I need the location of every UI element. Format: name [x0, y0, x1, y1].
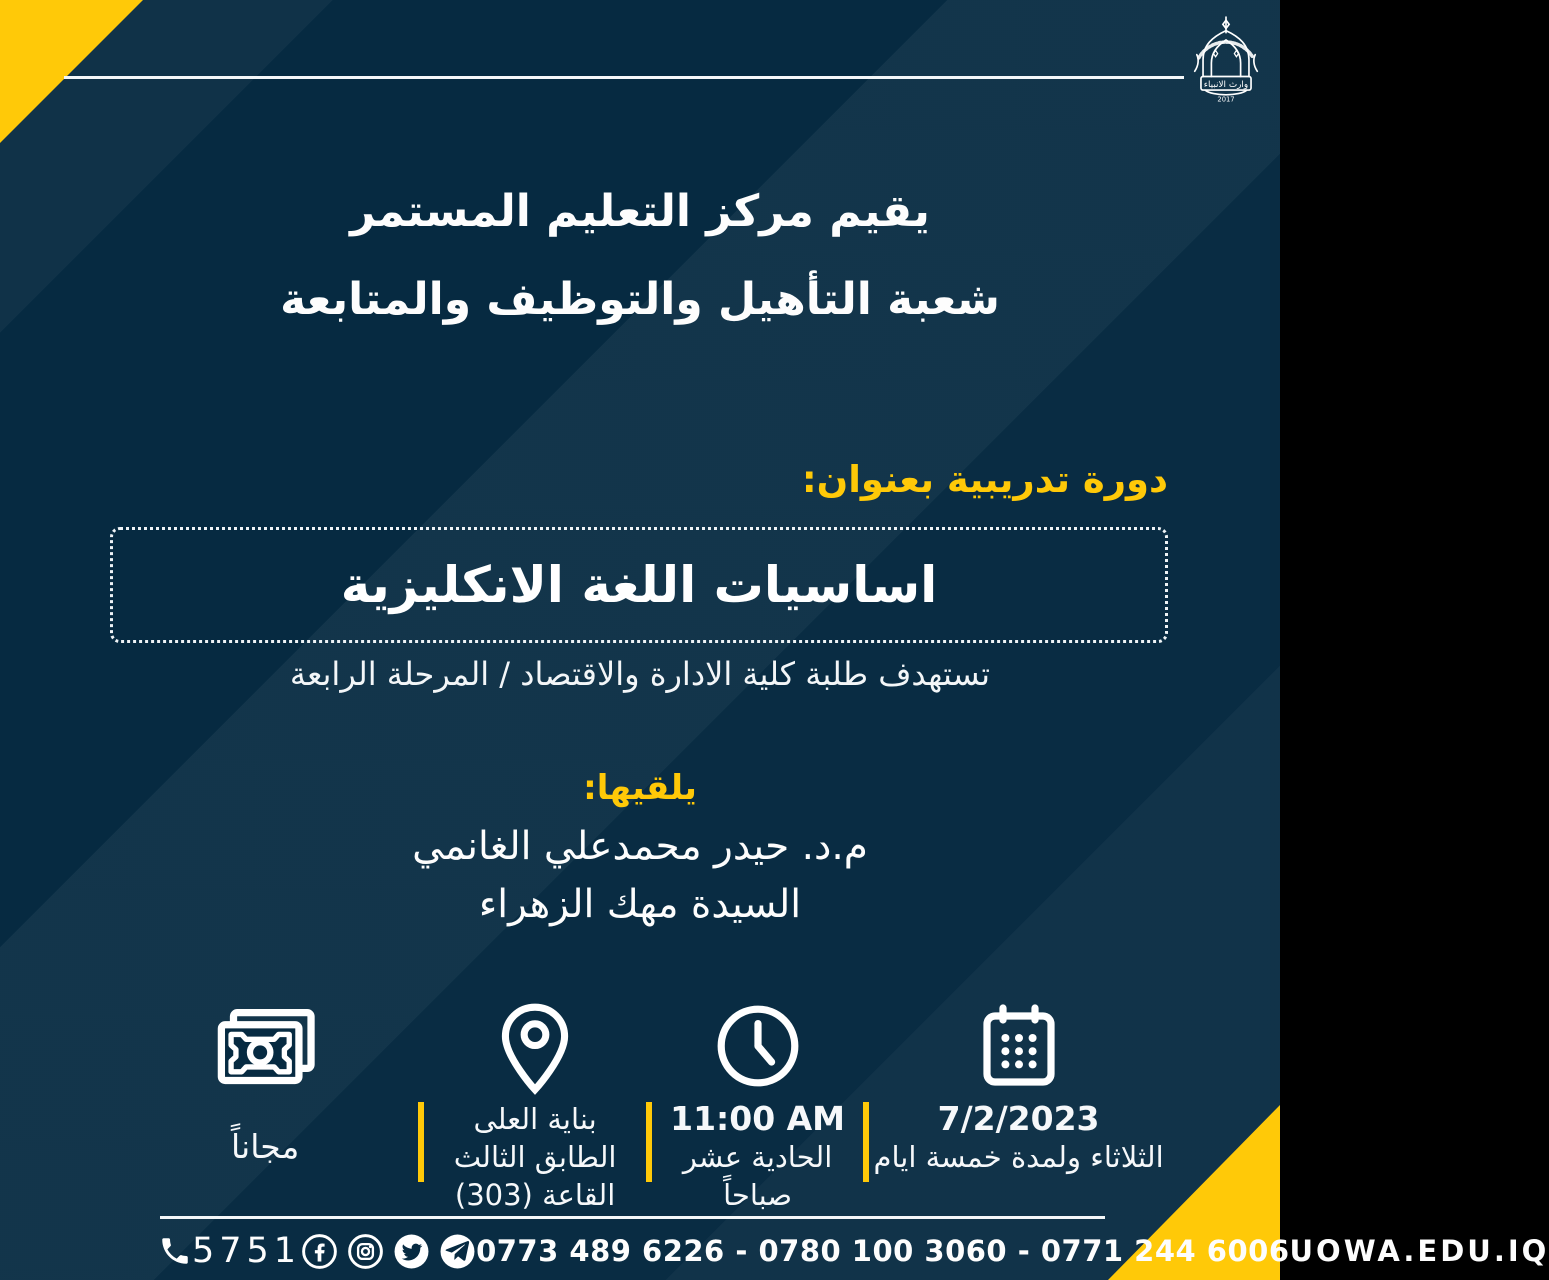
- corner-triangle-top-left: [0, 0, 143, 143]
- event-details-row: [112, 998, 1168, 1214]
- course-intro-label: دورة تدريبية بعنوان:: [801, 458, 1168, 501]
- course-title: اساسيات اللغة الانكليزية: [340, 556, 938, 614]
- top-divider-line: [64, 76, 1184, 79]
- lecturers-heading: يلقيها:: [583, 768, 697, 808]
- location-line-1: بناية العلى: [473, 1102, 597, 1136]
- time-detail: [652, 998, 863, 1214]
- telegram-icon: [439, 1233, 476, 1270]
- fee-detail: [112, 998, 418, 1214]
- location-pin-icon: [485, 998, 585, 1100]
- lecturers-section: [0, 768, 1280, 934]
- twitter-icon: [393, 1233, 430, 1270]
- location-detail: [424, 998, 646, 1214]
- location-line-2: الطابق الثالث: [453, 1140, 617, 1174]
- emblem-band-text: وارث الانبياء: [1203, 79, 1249, 90]
- lecturer-name-1: م.د. حيدر محمدعلي الغانمي: [412, 824, 868, 869]
- emblem-year: 2017: [1217, 95, 1235, 104]
- course-title-box: [110, 527, 1168, 643]
- phone-extension: 5751: [192, 1231, 302, 1271]
- fee-label: مجاناً: [230, 1127, 300, 1166]
- website-url: UOWA.EDU.IQ: [1289, 1234, 1549, 1268]
- clock-icon: [710, 998, 806, 1100]
- footer-divider-line: [160, 1216, 1105, 1219]
- phone-icon: [158, 1234, 192, 1268]
- footer-bar: [158, 1227, 1549, 1275]
- instagram-icon: [347, 1233, 384, 1270]
- heading-line-1: يقيم مركز التعليم المستمر: [350, 186, 930, 237]
- date-detail: [869, 998, 1168, 1214]
- location-line-3: القاعة (303): [454, 1178, 616, 1212]
- heading-line-2: شعبة التأهيل والتوظيف والمتابعة: [280, 274, 1000, 325]
- calendar-icon: [971, 998, 1067, 1100]
- phone-numbers: 0773 489 6226 - 0780 100 3060 - 0771 244 6006: [476, 1234, 1290, 1268]
- university-emblem-icon: [1184, 16, 1268, 112]
- facebook-icon: [301, 1233, 338, 1270]
- time-arabic: الحادية عشر صباحاً: [682, 1140, 833, 1212]
- social-icons: [301, 1233, 476, 1270]
- date-value: 7/2/2023: [937, 1099, 1100, 1138]
- banknote-icon: [202, 998, 328, 1100]
- poster-heading: [0, 168, 1280, 344]
- time-value: 11:00 AM: [670, 1099, 846, 1138]
- lecturer-name-2: السيدة مهك الزهراء: [478, 882, 802, 927]
- course-target-audience: تستهدف طلبة كلية الادارة والاقتصاد / المرحلة الرابعة: [289, 655, 991, 693]
- date-arabic: الثلاثاء ولمدة خمسة ايام: [873, 1140, 1164, 1174]
